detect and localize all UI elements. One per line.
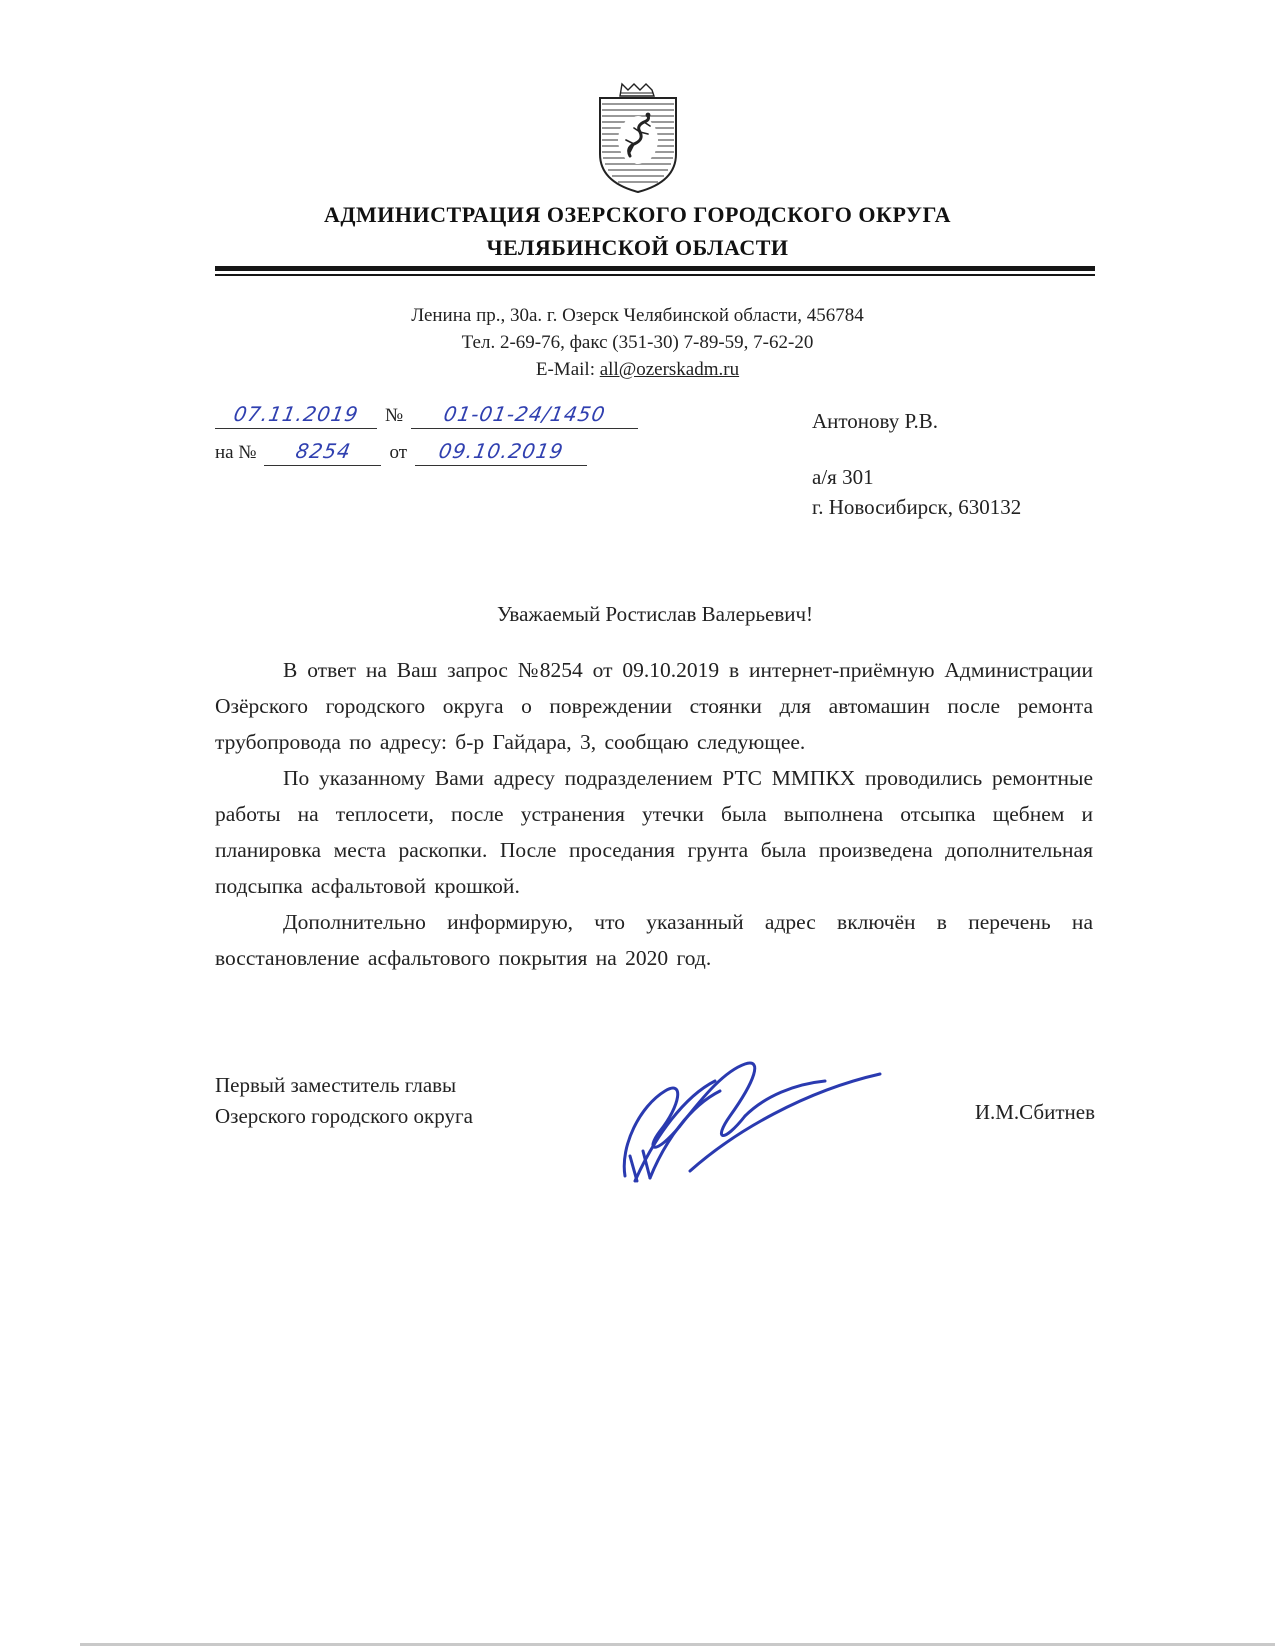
signer-title [215,1070,473,1132]
recipient-city: г. Новосибирск, 630132 [812,495,1022,519]
signer-title-line2: Озерского городского округа [215,1104,473,1128]
recipient-po-box: а/я 301 [812,465,874,489]
salutation: Уважаемый Ростислав Валерьевич! [496,602,814,626]
body-paragraph-3: Дополнительно информирую, что указанный адрес включён в перечень на восстановление асфальтового покрытия на 2020 год. [215,910,1093,970]
outgoing-date-field [215,402,377,429]
divider-thin-rule [215,274,1095,276]
letter-body [215,652,1093,976]
outgoing-number-field [411,402,638,429]
incoming-date-field [415,439,587,466]
number-sign-label: № [385,405,404,426]
body-paragraph-2: По указанному Вами адресу подразделением РТС ММПКХ проводились ремонтные работы на теплосети, после устранения утечки была выполнена отсыпка щебнем и планировка места раскопки. После проседания грунта была произведена дополнительная подсыпка асфальтовой крошкой. [215,766,1093,898]
incoming-reference-row [215,439,655,466]
from-label: от [389,442,408,463]
divider-thick-rule [215,266,1095,271]
outgoing-date-handwriting: 07.11.2019 [231,402,361,426]
reference-block [215,402,655,476]
handwritten-signature [595,1036,905,1186]
letterhead-contacts [0,302,1275,383]
outgoing-number-handwriting: 01-01-24/1450 [441,402,608,426]
coat-of-arms-icon [592,82,684,194]
organization-title-line1: АДМИНИСТРАЦИЯ ОЗЕРСКОГО ГОРОДСКОГО ОКРУГА [324,202,951,227]
reply-to-label: на № [215,442,257,463]
email-label: E-Mail: [535,359,600,380]
outgoing-reference-row [215,402,655,429]
email-address: all@ozerskadm.ru [599,359,740,380]
scan-edge-artifact [80,1643,1275,1646]
incoming-date-handwriting: 09.10.2019 [436,439,566,463]
postal-address: Ленина пр., 30а. г. Озерск Челябинской области, 456784 [411,305,864,326]
body-paragraph-1: В ответ на Ваш запрос №8254 от 09.10.2019 в интернет-приёмную Администрации Озёрского городского округа о повреждении стоянки для автомашин после ремонта трубопровода по адресу: б-р Гайдара, 3, сообщаю следующее. [215,658,1093,754]
signer-title-line1: Первый заместитель главы [215,1073,457,1097]
phone-fax: Тел. 2-69-76, факс (351-30) 7-89-59, 7-62-20 [461,332,814,353]
incoming-number-handwriting: 8254 [293,439,353,463]
organization-title [0,198,1275,264]
recipient-spacer [812,436,1021,462]
recipient-name: Антонову Р.В. [812,409,939,433]
recipient-block [812,406,1021,522]
incoming-number-field [264,439,381,466]
organization-title-line2: ЧЕЛЯБИНСКОЙ ОБЛАСТИ [486,235,789,260]
email-line [0,356,1275,383]
signer-name: И.М.Сбитнев [974,1100,1095,1124]
letterhead-divider [215,266,1095,276]
signature-block [215,1066,1095,1206]
